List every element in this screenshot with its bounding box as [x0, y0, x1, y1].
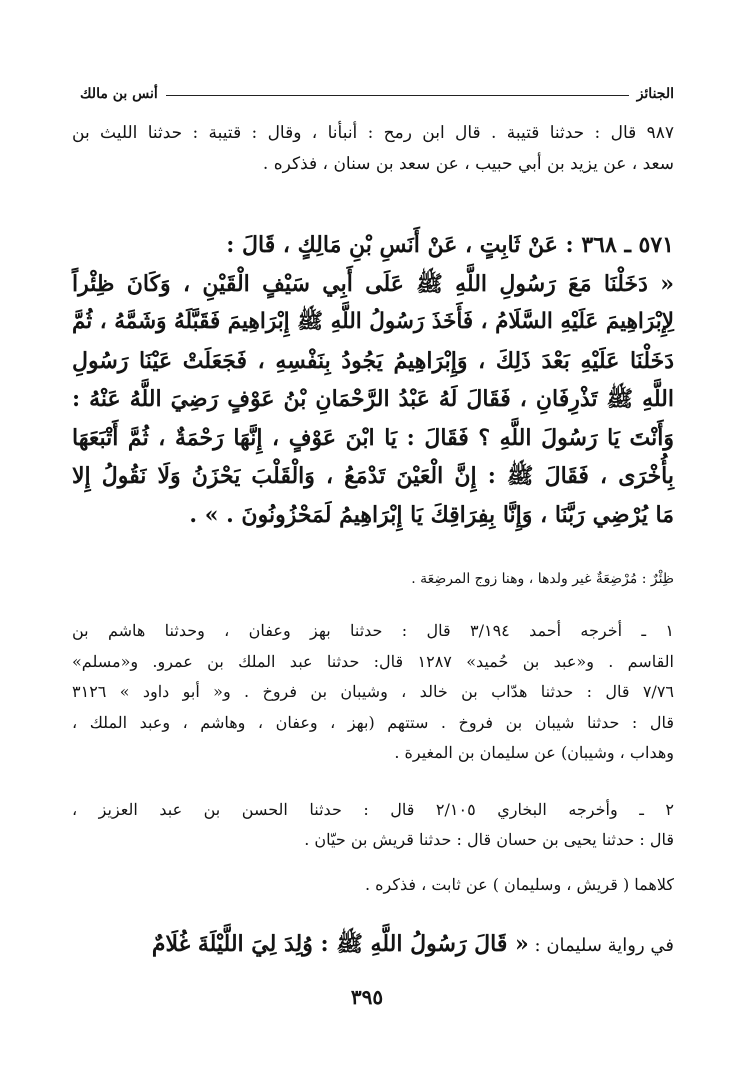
chain-987-line: ٩٨٧ قال : حدثنا قتيبة . قال ابن رمح : أنبأنا ، وقال : قتيبة : حدثنا الليث بن — [72, 123, 674, 143]
hadith-line: لِإِبْرَاهِيمَ عَلَيْهِ السَّلَامُ ، فَأَخَذَ رَسُولُ اللَّهِ ﷺ إِبْرَاهِيمَ فَقَبَّلَهُ وَشَمَّهُ ، ثُمَّ — [72, 309, 674, 334]
narration-line — [72, 924, 674, 966]
narration-lead: في رواية سليمان : — [534, 935, 674, 956]
hadith-line: اللَّهِ ﷺ تَذْرِفَانِ ، فَقَالَ لَهُ عَبْدُ الرَّحْمَانِ بْنُ عَوْفٍ رَضِيَ اللَّهُ عَنْهُ : — [72, 386, 674, 412]
footnote-line: ٧/٧٦ قال : حدثنا هدّاب بن خالد ، وشيبان بن فروخ . و« أبو داود » ٣١٢٦ — [72, 682, 674, 701]
page-number: ٣٩٥ — [350, 985, 384, 1009]
footnote-line: ٢ ـ وأخرجه البخاري ٢/١٠٥ قال : حدثنا الحسن بن عبد العزيز ، — [72, 800, 674, 819]
footnote-2 — [72, 795, 674, 855]
footnote-4 — [72, 924, 674, 966]
gloss-note — [72, 568, 674, 590]
narration-quote: « قَالَ رَسُولُ اللَّهِ ﷺ : وُلِدَ لِيَ اللَّيْلَةَ غُلَامٌ — [151, 931, 529, 957]
gloss-line: ظِئْرٌ : مُرْضِعَةٌ غير ولدها ، وهنا زوج المرضِعَة . — [411, 571, 674, 587]
footnote-1 — [72, 616, 674, 769]
footnote-line: القاسم . و«عبد بن حُميد» ١٢٨٧ قال: حدثنا عبد الملك بن عمرو. و«مسلم» — [72, 651, 674, 671]
chain-987-line: سعد ، عن يزيد بن أبي حبيب ، عن سعد بن سنان ، فذكره . — [262, 154, 674, 174]
hadith-line: بِأُخْرَى ، فَقَالَ ﷺ : إِنَّ الْعَيْنَ تَدْمَعُ ، وَالْقَلْبَ يَحْزَنُ وَلَا نَقُولُ إِلا — [72, 463, 674, 489]
footnote-3 — [72, 870, 674, 900]
chapter-title: الجنائز — [636, 86, 674, 102]
running-header — [80, 78, 674, 102]
footnote-line: قال : حدثنا شيبان بن فروخ . ستتهم (بهز ، وعفان ، وهاشم ، وعبد الملك ، — [72, 712, 674, 732]
hadith-line: وَأَنْتَ يَا رَسُولَ اللَّهِ ؟ فَقَالَ : يَا ابْنَ عَوْفٍ ، إِنَّهَا رَحْمَةٌ ، ثُمَّ أَتْبَعَهَا — [72, 424, 674, 451]
footnote-line: قال : حدثنا يحيى بن حسان قال : حدثنا قريش بن حيّان . — [304, 830, 674, 849]
footnote-line: ١ ـ أخرجه أحمد ٣/١٩٤ قال : حدثنا بهز وعفان ، وحدثنا هاشم بن — [72, 621, 674, 640]
hadith-text — [72, 226, 674, 534]
hadith-line: مَا يُرْضِي رَبَّنَا ، وَإِنَّا بِفِرَاقِكَ يَا إِبْرَاهِيمُ لَمَحْزُونُونَ . » . — [189, 501, 674, 528]
hadith-line: « دَخَلْنَا مَعَ رَسُولِ اللَّهِ ﷺ عَلَى أَبِي سَيْفٍ الْقَيْنِ ، وَكَانَ ظِئْراً — [72, 270, 674, 297]
hadith-heading: ٥٧١ ـ ٣٦٨ : عَنْ ثَابِتٍ ، عَنْ أَنَسِ بْنِ مَالِكٍ ، قَالَ : — [226, 232, 674, 258]
header-rule — [166, 95, 629, 96]
footnote-line: وهداب ، وشيبان) عن سليمان بن المغيرة . — [394, 743, 674, 762]
section-title: أنس بن مالك — [80, 86, 158, 102]
chain-987 — [72, 118, 674, 180]
footnote-line: كلاهما ( قريش ، وسليمان ) عن ثابت ، فذكره . — [364, 875, 674, 894]
hadith-line: دَخَلْنَا عَلَيْهِ بَعْدَ ذَلِكَ ، وَإِبْرَاهِيمُ يَجُودُ بِنَفْسِهِ ، فَجَعَلَتْ عَيْنَا رَسُولِ — [72, 347, 674, 374]
